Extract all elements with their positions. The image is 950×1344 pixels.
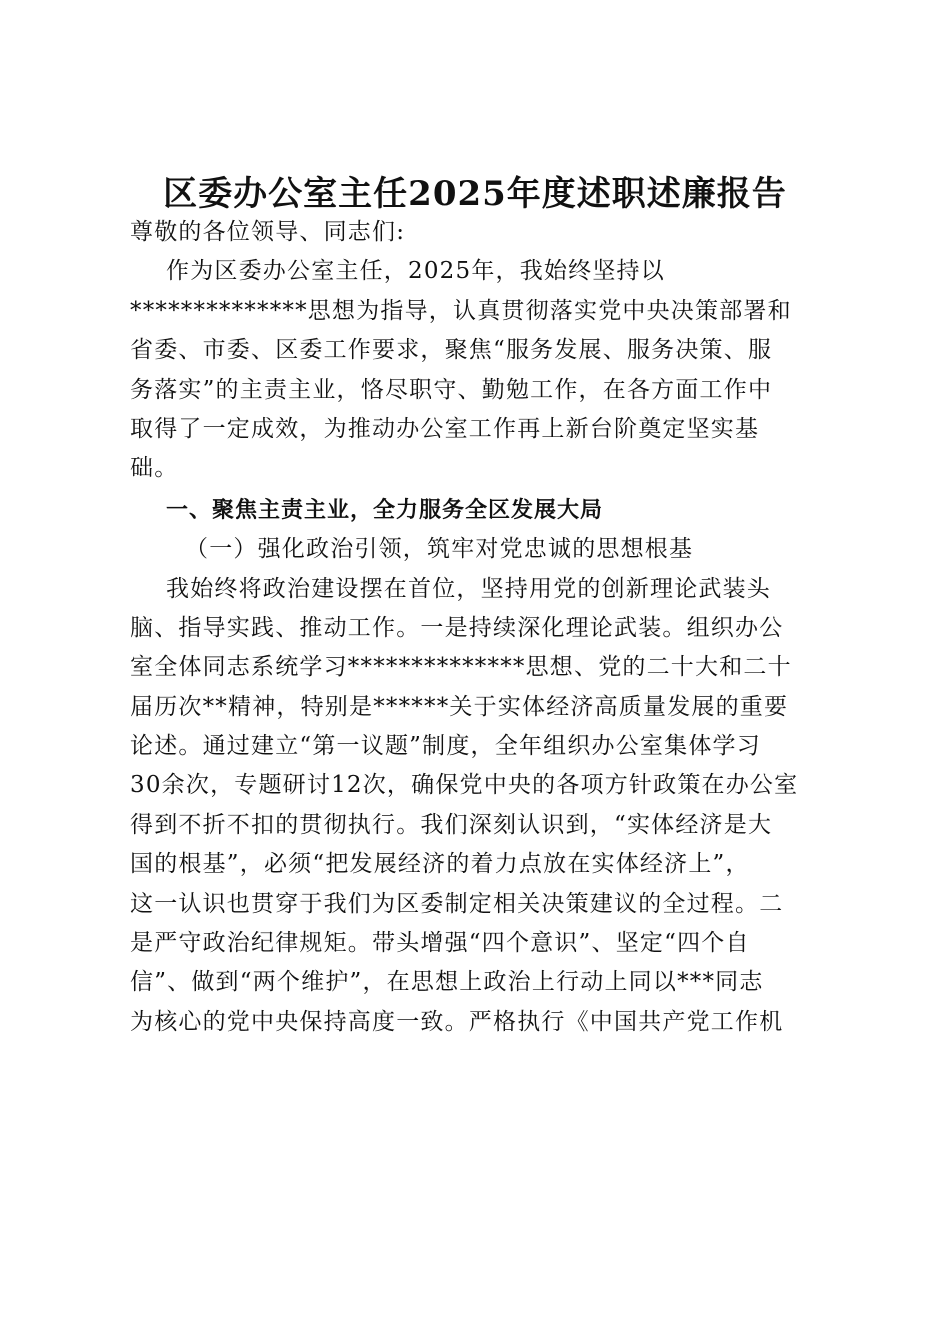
document-title: 区委办公室主任2025年度述职述廉报告 (163, 174, 787, 214)
paragraph-line: 室全体同志系统学习**************思想、党的二十大和二十 (130, 654, 792, 681)
paragraph-line: 30余次，专题研讨12次，确保党中央的各项方针政策在办公室 (130, 772, 799, 799)
paragraph-line: 论述。通过建立“第一议题”制度，全年组织办公室集体学习 (130, 733, 761, 760)
intro-line: 取得了一定成效，为推动办公室工作再上新台阶奠定坚实基 (130, 415, 760, 442)
intro-line: 省委、市委、区委工作要求，聚焦“服务发展、服务决策、服 (130, 337, 773, 364)
paragraph-line: 信”、做到“两个维护”，在思想上政治上行动上同以***同志 (130, 969, 764, 996)
intro-line: 务落实”的主责主业，恪尽职守、勤勉工作，在各方面工作中 (130, 376, 773, 403)
paragraph-line: 得到不折不扣的贯彻执行。我们深刻认识到，“实体经济是大 (130, 811, 773, 838)
paragraph-line: 届历次**精神，特别是******关于实体经济高质量发展的重要 (130, 693, 789, 720)
intro-line: 础。 (130, 455, 179, 482)
section-heading: 一、聚焦主责主业，全力服务全区发展大局 (166, 497, 604, 523)
paragraph-line: 是严守政治纪律规矩。带头增强“四个意识”、坚定“四个自 (130, 930, 750, 957)
paragraph-line: 为核心的党中央保持高度一致。严格执行《中国共产党工作机 (130, 1008, 784, 1035)
intro-line: **************思想为指导，认真贯彻落实党中央决策部署和 (130, 297, 792, 324)
document-body (130, 213, 820, 1042)
paragraph-line: 我始终将政治建设摆在首位，坚持用党的创新理论武装头 (166, 575, 771, 602)
intro-line: 作为区委办公室主任，2025年，我始终坚持以 (166, 258, 665, 285)
paragraph-line: 脑、指导实践、推动工作。一是持续深化理论武装。组织办公 (130, 614, 784, 641)
subsection-heading: （一）强化政治引领，筑牢对党忠诚的思想根基 (185, 536, 694, 563)
greeting-line: 尊敬的各位领导、同志们: (130, 219, 406, 245)
paragraph-line: 国的根基”，必须“把发展经济的着力点放在实体经济上”， (130, 851, 750, 878)
paragraph-line: 这一认识也贯穿于我们为区委制定相关决策建议的全过程。二 (130, 890, 784, 917)
